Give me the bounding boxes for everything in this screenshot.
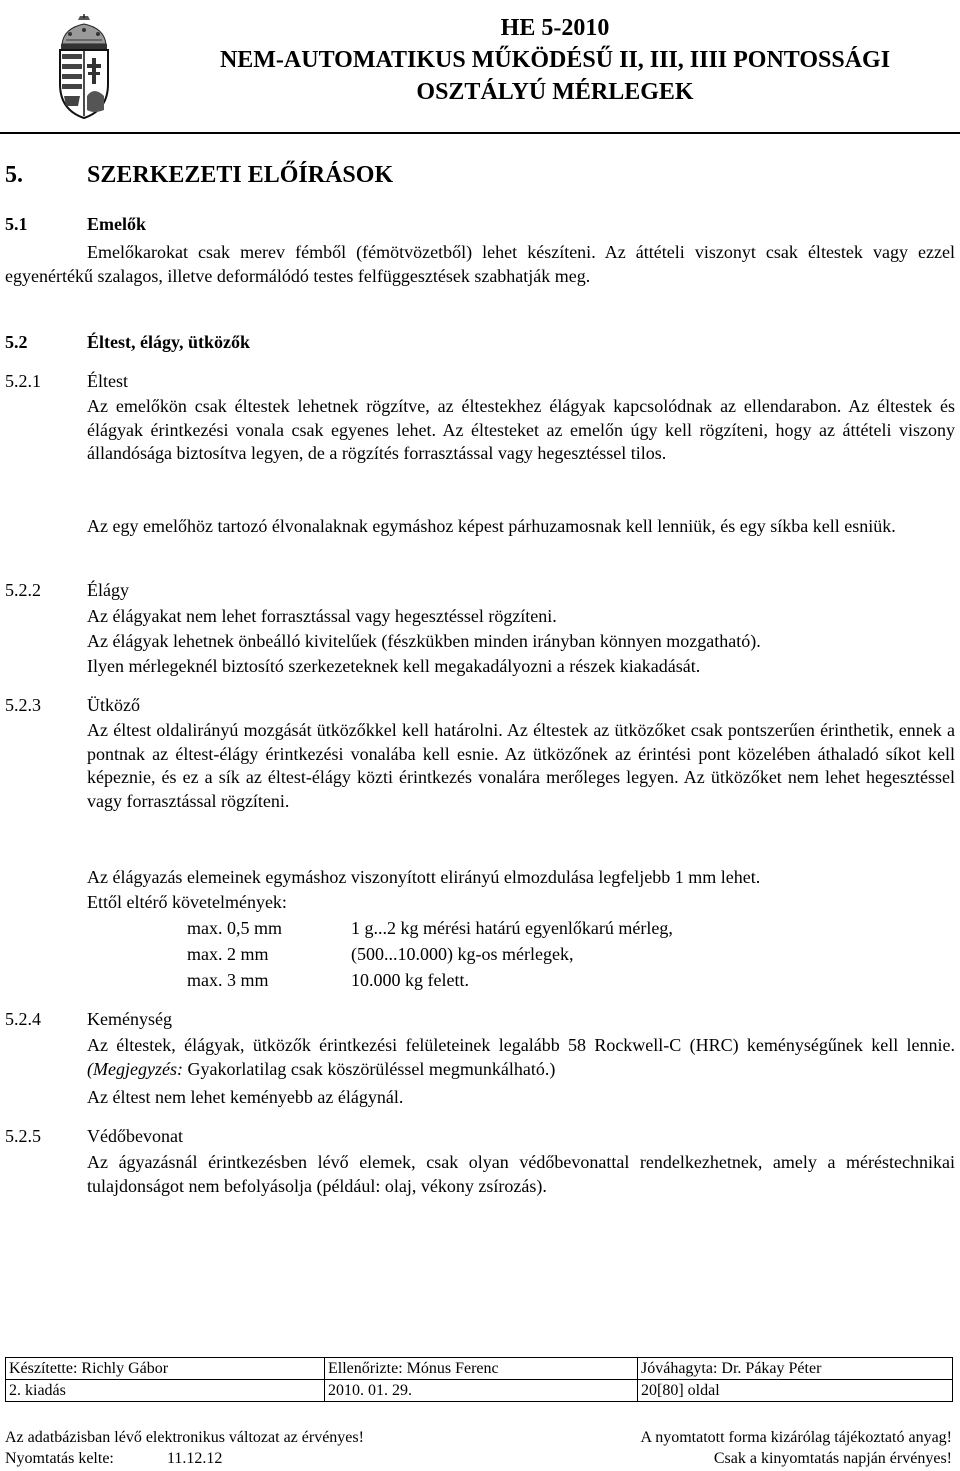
- section-5-2-2-line-2: Az élágyak lehetnek önbeálló kivitelűek (fészkükben minden irányban könnyen mozgatható).: [87, 631, 761, 651]
- section-5-1-text: Emelőkarokat csak merev fémből (fémötvözetből) lehet készíteni. Az áttételi viszonyt csak éltestek vagy ezzel egyenértékű szalagos, illetve deformálódó testes felfüggesztések szabhatják meg.: [5, 242, 955, 286]
- requirement-max: max. 2 mm: [187, 944, 269, 964]
- section-5-2-4-text-1: Az éltestek, élágyak, ütközők érintkezési felületeinek legalább 58 Rockwell-C (HRC) keménységűnek kell lennie.: [87, 1035, 955, 1055]
- document-title-line2: OSZTÁLYÚ MÉRLEGEK: [416, 79, 694, 105]
- section-5-2-title: Éltest, élágy, ütközők: [87, 332, 251, 352]
- electronic-version-note: Az adatbázisban lévő elektronikus változat az érvényes!: [5, 1429, 364, 1446]
- section-5-2-1-paragraph-1: Az emelőkön csak éltestek lehetnek rögzítve, az éltestekhez élágyak kapcsolódnak az ellendarabon. Az éltestek és élágyak érintkezési vonala csak egyenes lehet. Az éltesteket az emelőn úgy kell rögzíteni, hogy az áttételi viszony állandósága biztosítva legyen, de a rögzítés forrasztással vagy hegesztéssel tilos.: [87, 396, 955, 463]
- chapter-number: 5.: [5, 162, 23, 188]
- section-5-2-4-note-label: (Megjegyzés:: [87, 1058, 183, 1079]
- print-date-value: 11.12.12: [167, 1450, 223, 1467]
- section-5-2-5-title: Védőbevonat: [87, 1126, 183, 1146]
- document-control-table: [5, 1357, 953, 1402]
- validity-note: Csak a kinyomtatás napján érvényes!: [713, 1450, 952, 1467]
- table-row: [6, 1380, 953, 1402]
- requirement-row: [187, 917, 673, 941]
- requirement-desc: 1 g...2 kg mérési határú egyenlőkarú mérleg,: [351, 918, 673, 938]
- section-5-2-5-text: Az ágyazásnál érintkezésben lévő elemek, csak olyan védőbevonattal rendelkezhetnek, amely a méréstechnikai tulajdonságot nem befolyásolja (például: olaj, vékony zsírozás).: [87, 1152, 955, 1196]
- header-titles: [150, 12, 960, 108]
- page-cell: 20[80] oldal: [638, 1380, 953, 1402]
- section-5-2-1-paragraph-2: Az egy emelőhöz tartozó élvonalaknak egymáshoz képest párhuzamosnak kell lenniük, és egy síkba kell esniük.: [87, 516, 896, 536]
- section-5-2-3-paragraph-2a: Az élágyazás elemeinek egymáshoz viszonyított elirányú elmozdulása legfeljebb 1 mm lehet.: [87, 867, 761, 887]
- section-5-2-4-number: 5.2.4: [5, 1009, 41, 1029]
- section-5-2-3-number: 5.2.3: [5, 695, 41, 715]
- requirement-max: max. 0,5 mm: [187, 918, 282, 938]
- section-5-2-4-paragraph: [87, 1034, 955, 1081]
- document-title-line1: NEM-AUTOMATIKUS MŰKÖDÉSŰ II, III, IIII PONTOSSÁGI: [219, 47, 891, 73]
- section-5-2-3-paragraph-1: Az éltest oldalirányú mozgását ütközőkkel kell határolni. Az éltestek az ütközőket csak pontszerűen érinthetik, ennek a pontnak az éltest-élágy érintkezési vonalába kell esnie. Az ütközőnek az érintési pont közelében áthaladó síkot kell képeznie, és ez a sík az éltest-élágy közti érintkezés vonalára merőleges legyen. Az ütközőket nem lehet hegesztéssel vagy forrasztással rögzíteni.: [87, 720, 955, 811]
- checked-by-cell: Ellenőrizte: Mónus Ferenc: [325, 1358, 638, 1380]
- approved-by-cell: Jóváhagyta: Dr. Pákay Péter: [638, 1358, 953, 1380]
- section-5-2-3-title: Ütköző: [87, 695, 140, 715]
- section-5-2-1-number: 5.2.1: [5, 371, 41, 391]
- requirement-max: max. 3 mm: [187, 970, 269, 990]
- section-5-2-5-number: 5.2.5: [5, 1126, 41, 1146]
- date-cell: 2010. 01. 29.: [325, 1380, 638, 1402]
- requirement-row: [187, 943, 573, 967]
- section-5-2-2-line-3: Ilyen mérlegeknél biztosító szerkezeteknek kell megakadályozni a részek kiakadását.: [87, 656, 701, 676]
- section-5-2-4-text-2: Gyakorlatilag csak köszörüléssel megmunkálható.): [182, 1058, 556, 1079]
- section-5-2-3-paragraph-2b: Ettől eltérő követelmények:: [87, 892, 287, 912]
- section-5-2-number: 5.2: [5, 332, 28, 352]
- requirement-desc: (500...10.000) kg-os mérlegek,: [351, 944, 574, 964]
- section-5-2-4-title: Keménység: [87, 1009, 172, 1029]
- section-5-2-4-line-3: Az éltest nem lehet keményebb az élágynál.: [87, 1087, 404, 1107]
- section-5-1-title: Emelők: [87, 214, 147, 234]
- document-header: [0, 0, 960, 134]
- prepared-by-cell: Készítette: Richly Gábor: [6, 1358, 325, 1380]
- section-5-2-1-title: Éltest: [87, 371, 128, 391]
- coat-of-arms-icon: [56, 14, 112, 120]
- section-5-2-2-line-1: Az élágyakat nem lehet forrasztással vagy hegesztéssel rögzíteni.: [87, 606, 557, 626]
- document-code: HE 5-2010: [500, 15, 610, 41]
- section-5-1-number: 5.1: [5, 214, 28, 234]
- edition-cell: 2. kiadás: [6, 1380, 325, 1402]
- section-5-2-2-title: Élágy: [87, 580, 129, 600]
- section-5-2-2-number: 5.2.2: [5, 580, 41, 600]
- requirement-row: [187, 969, 469, 993]
- chapter-title: SZERKEZETI ELŐÍRÁSOK: [87, 162, 394, 188]
- print-date-label: Nyomtatás kelte:: [5, 1450, 114, 1467]
- printed-form-note: A nyomtatott forma kizárólag tájékoztató anyag!: [640, 1429, 952, 1446]
- requirement-desc: 10.000 kg felett.: [351, 970, 469, 990]
- table-row: [6, 1358, 953, 1380]
